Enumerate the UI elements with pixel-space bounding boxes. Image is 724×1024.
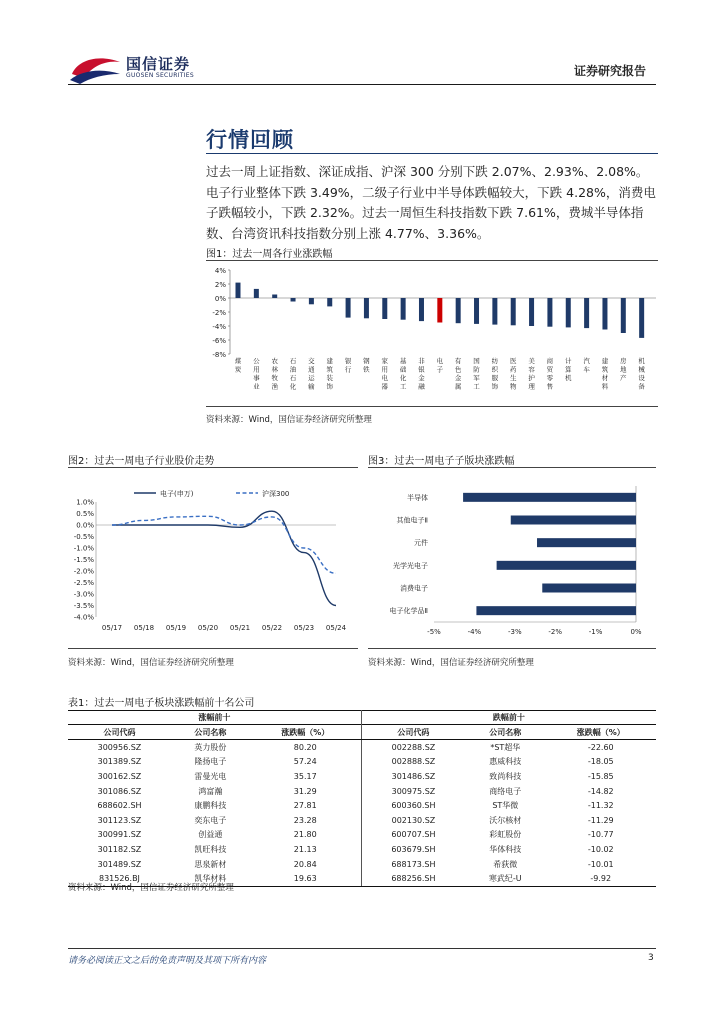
category-label-char: 售 (546, 382, 554, 391)
category-label-char: 计 (565, 357, 572, 365)
figure1-title: 图1：过去一周各行业涨跌幅 (206, 249, 333, 260)
figure1-bottom-rule (206, 406, 658, 407)
table-cell: 思泉新材 (194, 859, 227, 869)
figure3-top-rule (368, 467, 656, 468)
bar (291, 298, 296, 302)
table-cell: 301086.SZ (97, 786, 142, 796)
category-label-char: 通 (308, 365, 315, 374)
table-cell: 300956.SZ (97, 742, 142, 752)
category-label-char: 牧 (271, 374, 278, 382)
column-header: 涨跌幅（%） (250, 725, 361, 740)
category-label-char: 设 (638, 374, 645, 382)
y-tick-label: 0% (214, 295, 226, 303)
y-tick-label: -8% (212, 351, 226, 359)
category-label-char: 建 (601, 357, 609, 365)
table-cell: 35.17 (250, 769, 361, 784)
category-label-char: 业 (253, 382, 260, 391)
legend-label: 沪深300 (262, 490, 290, 498)
table-cell: -15.85 (587, 771, 614, 781)
table-cell: 希荻微 (493, 859, 518, 869)
table-cell: 商络电子 (489, 786, 522, 796)
y-tick-label: -2.0% (73, 567, 94, 576)
category-label-char: 护 (528, 374, 535, 382)
table-cell: -18.05 (587, 757, 614, 767)
category-label-char: 料 (601, 382, 609, 391)
logo-text-cn: 国信证券 (126, 55, 191, 73)
bar (254, 289, 259, 298)
figure3-bottom-rule (368, 648, 656, 649)
category-label-char: 化 (399, 374, 407, 382)
bar (419, 298, 424, 321)
category-label-char: 属 (454, 382, 462, 391)
category-label-char: 色 (454, 365, 462, 374)
bar (537, 538, 636, 547)
category-label-char: 备 (638, 382, 645, 391)
category-label-char: 国 (473, 357, 480, 365)
category-label-char: 筑 (601, 365, 609, 374)
category-label-char: 用 (381, 365, 389, 374)
category-label-char: 器 (381, 382, 389, 391)
bar (474, 298, 479, 324)
x-tick-label: 05/23 (293, 624, 315, 632)
category-label-char: 非 (418, 357, 425, 365)
category-label-char: 子 (436, 365, 444, 374)
section-title: 行情回顾 (206, 128, 294, 152)
bar (566, 298, 571, 327)
table-cell: 创益通 (198, 830, 223, 840)
bar (437, 298, 442, 323)
table-row (68, 784, 656, 799)
bar (511, 516, 636, 525)
figure3-source: 资料来源：Wind，国信证券经济研究所整理 (368, 658, 534, 668)
table-cell: 康鹏科技 (194, 801, 227, 811)
category-label-char: 车 (583, 365, 590, 374)
table-cell: -22.60 (587, 742, 614, 752)
table-cell: 002288.SZ (391, 742, 436, 752)
bar (476, 606, 636, 615)
category-label-char: 建 (326, 357, 333, 365)
figure3-title: 图3：过去一周电子子版块涨跌幅 (368, 456, 515, 467)
table1-title: 表1：过去一周电子板块涨跌幅前十名公司 (68, 698, 255, 709)
table-cell: 27.81 (250, 798, 361, 813)
bar (511, 298, 516, 325)
category-label-char: 材 (601, 374, 609, 382)
losers-group-header: 跌幅前十 (361, 711, 656, 725)
bar (463, 493, 636, 502)
category-label-char: 有 (454, 357, 462, 365)
table-row (68, 755, 656, 770)
report-type-label: 证券研究报告 (574, 64, 647, 78)
bar (542, 584, 636, 593)
category-label-char: 电 (381, 374, 389, 382)
category-label-char: 理 (528, 382, 535, 391)
bar (327, 298, 332, 306)
table-cell: 英力股份 (194, 742, 227, 752)
category-label-char: 公 (253, 357, 260, 365)
category-label-char: 交 (308, 357, 315, 365)
category-label-char: 金 (418, 374, 425, 382)
category-label-char: 础 (399, 365, 407, 374)
table-cell: 57.24 (250, 755, 361, 770)
table-cell: 80.20 (250, 740, 361, 755)
y-tick-label: -3.5% (73, 602, 94, 610)
summary-paragraph: 过去一周上证指数、深证成指、沪深 300 分别下跌 2.07%、2.93%、2.08%。电子行业整体下跌 3.49%，二级子行业中半导体跌幅较大，下跌 4.28%，消费电子跌幅较小，下跌 2.32%。过去一周恒生科技指数下跌 7.61%，费城半导体指数、台湾资讯科技指数分别上涨 4.77%、3.36%。 (206, 164, 656, 241)
table-row (68, 828, 656, 843)
category-label-char: 算 (565, 365, 572, 374)
category-label-char: 输 (308, 382, 315, 391)
category-label-char: 机 (565, 374, 572, 382)
category-label: 元件 (414, 539, 428, 548)
bar (364, 298, 369, 318)
table-cell: 凯华材料 (171, 871, 250, 886)
y-tick-label: 2% (214, 281, 226, 289)
category-label-char: 农 (271, 357, 278, 365)
category-label-char: 银 (418, 365, 425, 374)
table-cell: 600707.SH (391, 830, 436, 840)
table-cell: 688256.SH (361, 871, 465, 886)
table-cell: 301486.SZ (391, 771, 436, 781)
category-label-char: 纺 (491, 357, 499, 365)
category-label-char: 房 (620, 357, 627, 365)
category-label: 电子化学品Ⅱ (389, 607, 428, 616)
y-tick-label: 4% (214, 267, 226, 275)
table-cell: -11.32 (587, 801, 614, 811)
bar (236, 283, 241, 298)
category-label-char: 容 (528, 365, 535, 374)
y-tick-label: -6% (212, 337, 226, 345)
x-tick-label: 05/18 (133, 624, 155, 632)
category-label-char: 机 (638, 357, 645, 365)
category-label-char: 械 (638, 365, 645, 374)
table-cell: 21.13 (250, 842, 361, 857)
figure1-top-rule (206, 260, 658, 261)
category-label-char: 铁 (363, 365, 370, 374)
table-cell: 688602.SH (97, 801, 142, 811)
x-tick-label: -5% (427, 628, 441, 636)
table-cell: 20.84 (250, 857, 361, 872)
category-label-char: 零 (546, 374, 554, 382)
x-tick-label: -2% (548, 628, 563, 636)
category-label-char: 地 (620, 365, 627, 374)
table-cell: 300162.SZ (97, 771, 142, 781)
category-label-char: 军 (473, 374, 480, 382)
table-cell: -10.02 (587, 844, 614, 854)
category-label-char: 电 (436, 357, 444, 365)
category-label-char: 炭 (234, 365, 242, 374)
category-label-char: 防 (473, 365, 480, 374)
category-label-char: 基 (399, 357, 407, 365)
category-label-char: 银 (344, 357, 352, 365)
figure2-title: 图2：过去一周电子行业股价走势 (68, 456, 215, 467)
category-label-char: 贸 (546, 365, 554, 374)
table-cell: -11.29 (587, 815, 614, 825)
bar (639, 298, 644, 338)
figure2-bottom-rule (68, 648, 358, 649)
table-cell: ST华微 (492, 801, 519, 811)
table-cell: -10.01 (587, 859, 614, 869)
bar (492, 298, 497, 325)
category-label-char: 金 (454, 374, 462, 382)
column-header: 公司名称 (171, 725, 250, 740)
top-movers-table (68, 710, 656, 887)
table-cell: 600360.SH (391, 801, 436, 811)
column-header: 公司代码 (361, 725, 465, 740)
y-tick-label: -2.5% (73, 579, 94, 587)
table-cell: 雷曼光电 (194, 771, 227, 781)
table-row (68, 813, 656, 828)
y-tick-label: -2% (212, 309, 226, 317)
table-cell: 688173.SH (391, 859, 436, 869)
bar (497, 561, 636, 570)
category-label-char: 林 (271, 365, 278, 374)
table-row (68, 740, 656, 755)
y-tick-label: 0.0% (76, 521, 94, 530)
category-label-char: 服 (491, 374, 499, 382)
x-tick-label: 05/17 (101, 624, 123, 632)
table-cell: 002888.SZ (391, 757, 436, 767)
category-label-char: 运 (308, 374, 315, 382)
category-label-char: 产 (620, 374, 627, 382)
category-label-char: 钢 (363, 357, 370, 365)
table-cell: 301123.SZ (97, 815, 142, 825)
header-divider (68, 84, 656, 85)
table-cell: 19.63 (250, 871, 361, 886)
category-label-char: 筑 (326, 365, 333, 374)
category-label-char: 工 (473, 382, 480, 391)
table-cell: 002130.SZ (391, 815, 436, 825)
category-label-char: 煤 (234, 357, 242, 365)
table-cell: 23.28 (250, 813, 361, 828)
category-label-char: 商 (546, 357, 554, 365)
x-tick-label: 05/24 (325, 624, 347, 632)
category-label-char: 家 (381, 357, 389, 365)
page-number: 3 (648, 953, 654, 963)
x-tick-label: 05/19 (165, 624, 187, 632)
category-label-char: 织 (491, 365, 499, 374)
legend-label: 电子(申万) (160, 490, 194, 498)
bar (547, 298, 552, 327)
category-label-char: 装 (326, 374, 333, 382)
table-row (68, 769, 656, 784)
table-cell: *ST超华 (490, 742, 521, 752)
bar (456, 298, 461, 323)
bar (529, 298, 534, 326)
y-tick-label: -1.5% (73, 556, 94, 564)
category-label-char: 医 (509, 357, 517, 365)
figure1-source: 资料来源：Wind，国信证券经济研究所整理 (206, 415, 372, 425)
table-cell: 寒武纪-U (465, 871, 545, 886)
category-label-char: 石 (289, 374, 297, 382)
y-tick-label: -0.5% (73, 533, 94, 541)
y-tick-label: 1.0% (76, 498, 94, 507)
category-label: 其他电子Ⅱ (396, 516, 428, 525)
table-cell: 300991.SZ (97, 830, 142, 840)
section-divider (206, 153, 658, 154)
table-cell: -14.82 (587, 786, 614, 796)
table1-source: 资料来源：Wind，国信证券经济研究所整理 (68, 883, 234, 893)
table-cell: 301182.SZ (97, 844, 142, 854)
bar (584, 298, 589, 328)
category-label-char: 物 (509, 382, 517, 391)
logo-text-en: GUOSEN SECURITIES (126, 72, 195, 79)
category-label-char: 石 (289, 357, 297, 365)
x-tick-label: 05/21 (229, 624, 251, 632)
y-tick-label: -4.0% (73, 613, 94, 622)
category-label-char: 用 (253, 365, 260, 374)
table-cell: 沃尔核材 (489, 815, 522, 825)
table-cell: -9.92 (545, 871, 656, 886)
table-cell: 奕东电子 (194, 815, 227, 825)
bar (401, 298, 406, 320)
disclaimer-note: 请务必阅读正文之后的免责声明及其项下所有内容 (68, 956, 267, 966)
category-label-char: 行 (344, 365, 352, 374)
figure2-source: 资料来源：Wind，国信证券经济研究所整理 (68, 658, 234, 668)
x-tick-label: -4% (467, 628, 482, 636)
category-label-char: 油 (289, 365, 297, 374)
table-cell: 31.29 (250, 784, 361, 799)
footer-divider (68, 948, 656, 949)
category-label-char: 美 (528, 357, 535, 365)
y-tick-label: -3.0% (73, 590, 94, 599)
table-cell: 300975.SZ (391, 786, 436, 796)
table-cell: 惠威科技 (489, 757, 522, 767)
electronics-price-line-chart (68, 472, 358, 644)
table-cell: 21.80 (250, 828, 361, 843)
table-row (68, 842, 656, 857)
figure2-top-rule (68, 467, 358, 468)
category-label-char: 生 (509, 374, 517, 382)
table-row (68, 857, 656, 872)
x-tick-label: -3% (507, 628, 522, 636)
category-label-char: 渔 (271, 382, 278, 391)
industry-change-bar-chart (206, 262, 658, 402)
table-cell: 彩虹股份 (489, 830, 522, 840)
category-label-char: 工 (399, 382, 407, 391)
category-label-char: 融 (418, 382, 425, 391)
category-label-char: 药 (509, 365, 517, 374)
table-cell: 鸿富瀚 (198, 786, 223, 796)
table-cell: 301389.SZ (97, 757, 142, 767)
category-label-char: 饰 (326, 382, 333, 391)
bar (621, 298, 626, 333)
table-cell: 831526.BJ (68, 871, 171, 886)
bar (382, 298, 387, 319)
category-label-char: 化 (289, 382, 297, 391)
table-cell: 隆扬电子 (194, 757, 227, 767)
category-label: 光学光电子 (393, 561, 428, 570)
bar (309, 298, 314, 304)
gainers-group-header: 涨幅前十 (68, 711, 361, 725)
column-header: 涨跌幅（%） (545, 725, 656, 740)
category-label-char: 饰 (491, 382, 499, 391)
subsector-change-bar-chart (368, 472, 656, 644)
table-row (68, 798, 656, 813)
x-tick-label: 0% (630, 628, 642, 636)
category-label-char: 汽 (583, 357, 590, 365)
y-tick-label: -4% (212, 323, 226, 331)
x-tick-label: 05/20 (197, 624, 219, 632)
bar (272, 295, 277, 299)
category-label-char: 事 (253, 374, 260, 382)
category-label: 半导体 (407, 493, 428, 502)
bar (346, 298, 351, 318)
column-header: 公司名称 (465, 725, 545, 740)
column-header: 公司代码 (68, 725, 171, 740)
table-cell: 603679.SH (391, 844, 436, 854)
y-tick-label: 0.5% (76, 510, 94, 518)
series-line (112, 511, 336, 605)
x-tick-label: -1% (588, 628, 603, 636)
bar (602, 298, 607, 330)
table-cell: 致尚科技 (489, 771, 522, 781)
table-cell: -10.77 (587, 830, 614, 840)
category-label: 消费电子 (400, 584, 428, 593)
table-cell: 301489.SZ (97, 859, 142, 869)
x-tick-label: 05/22 (261, 624, 283, 632)
table-cell: 华体科技 (489, 844, 522, 854)
y-tick-label: -1.0% (73, 544, 94, 553)
table-cell: 凯旺科技 (194, 844, 227, 854)
